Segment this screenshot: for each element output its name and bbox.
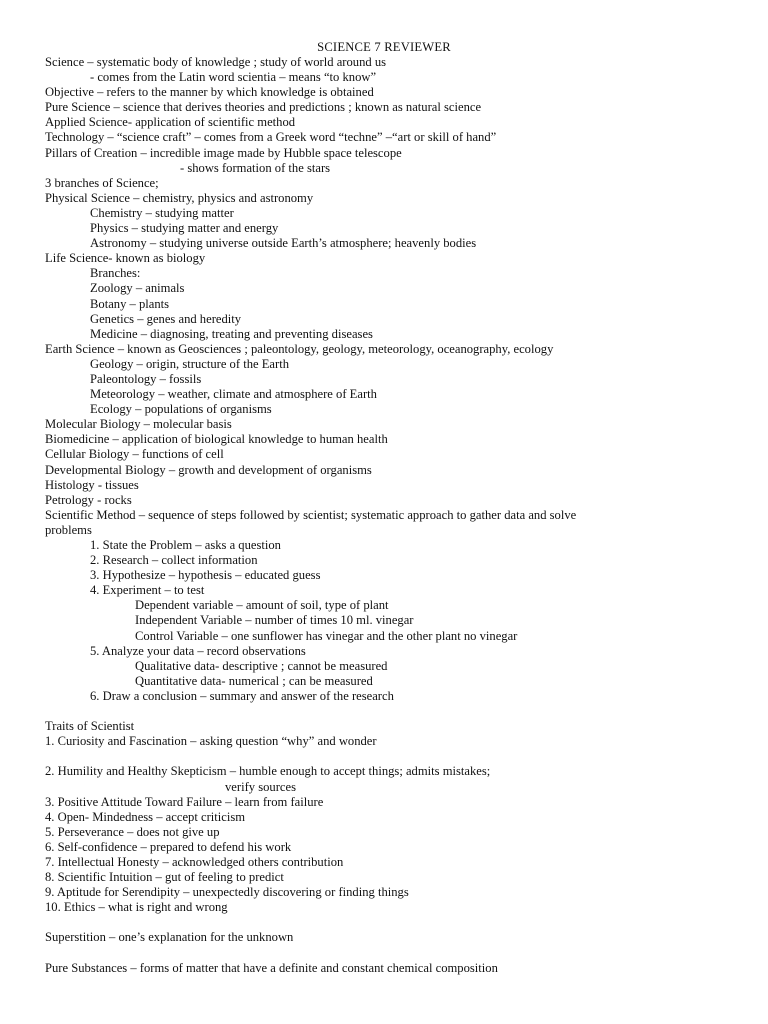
text-line: 2. Research – collect information	[90, 553, 258, 568]
text-line: Developmental Biology – growth and development of organisms	[45, 462, 372, 477]
page-title: SCIENCE 7 REVIEWER	[317, 40, 451, 54]
text-line: 5. Perseverance – does not give up	[45, 824, 220, 839]
text-line: 2. Humility and Healthy Skepticism – humble enough to accept things; admits mistakes;	[45, 764, 491, 779]
text-line: Paleontology – fossils	[90, 371, 202, 386]
text-line: 1. Curiosity and Fascination – asking question “why” and wonder	[45, 734, 377, 749]
text-line: Qualitative data- descriptive ; cannot be measured	[135, 658, 388, 673]
text-line: 5. Analyze your data – record observations	[90, 643, 306, 658]
text-line: 4. Experiment – to test	[90, 583, 205, 598]
text-line: Pillars of Creation – incredible image made by Hubble space telescope	[45, 145, 402, 160]
text-line: 1. State the Problem – asks a question	[90, 538, 281, 552]
text-line: Zoology – animals	[90, 281, 185, 296]
text-line: 8. Scientific Intuition – gut of feeling to predict	[45, 870, 284, 885]
text-line: Ecology – populations of organisms	[90, 402, 272, 417]
text-line: Independent Variable – number of times 10 ml. vinegar	[135, 613, 414, 628]
text-line: 10. Ethics – what is right and wrong	[45, 900, 228, 915]
section-heading: Traits of Scientist	[45, 719, 135, 734]
text-line: 3 branches of Science;	[45, 175, 159, 190]
text-line: 7. Intellectual Honesty – acknowledged others contribution	[45, 854, 344, 869]
text-line: Life Science- known as biology	[45, 251, 206, 266]
text-line: Branches:	[90, 266, 141, 281]
text-line: - comes from the Latin word scientia – means “to know”	[90, 70, 377, 85]
text-line: 3. Hypothesize – hypothesis – educated guess	[90, 568, 321, 583]
text-line: 4. Open- Mindedness – accept criticism	[45, 809, 246, 824]
blank-line	[45, 749, 735, 764]
text-line: Medicine – diagnosing, treating and preventing diseases	[90, 326, 373, 341]
text-line: verify sources	[225, 779, 296, 794]
text-line: Meteorology – weather, climate and atmosphere of Earth	[90, 387, 377, 402]
text-line: Superstition – one’s explanation for the unknown	[45, 930, 294, 945]
text-line: Histology - tissues	[45, 477, 139, 492]
text-line: Pure Science – science that derives theories and predictions ; known as natural science	[45, 100, 482, 115]
text-line: 6. Self-confidence – prepared to defend his work	[45, 839, 292, 854]
text-line: Dependent variable – amount of soil, type of plant	[135, 598, 389, 613]
text-line: Petrology - rocks	[45, 492, 132, 507]
text-line: Scientific Method – sequence of steps followed by scientist; systematic approach to gather data and solve	[45, 507, 577, 522]
text-line: Botany – plants	[90, 296, 170, 311]
text-line: Physical Science – chemistry, physics and astronomy	[45, 190, 314, 205]
blank-line	[45, 704, 735, 719]
text-line: 6. Draw a conclusion – summary and answer of the research	[90, 688, 394, 703]
text-line: 9. Aptitude for Serendipity – unexpectedly discovering or finding things	[45, 885, 409, 900]
text-line: Geology – origin, structure of the Earth	[90, 356, 289, 371]
text-line: Earth Science – known as Geosciences ; paleontology, geology, meteorology, oceanography, ecology	[45, 341, 554, 356]
text-line: Physics – studying matter and energy	[90, 221, 279, 236]
text-line: Applied Science- application of scientific method	[45, 115, 296, 130]
text-line: - shows formation of the stars	[180, 160, 331, 175]
text-line: Objective – refers to the manner by which knowledge is obtained	[45, 85, 374, 100]
text-line: Chemistry – studying matter	[90, 205, 234, 220]
text-line: Genetics – genes and heredity	[90, 311, 242, 326]
text-line: Molecular Biology – molecular basis	[45, 417, 232, 432]
text-line: Control Variable – one sunflower has vinegar and the other plant no vinegar	[135, 628, 518, 643]
text-line: Cellular Biology – functions of cell	[45, 447, 224, 462]
text-line: Technology – “science craft” – comes from a Greek word “techne” –“art or skill of hand”	[45, 130, 497, 145]
text-line: Pure Substances – forms of matter that have a definite and constant chemical composition	[45, 960, 498, 975]
text-line: Biomedicine – application of biological knowledge to human health	[45, 432, 388, 447]
document-body	[45, 55, 735, 976]
blank-line	[45, 915, 735, 930]
blank-line	[45, 946, 735, 961]
text-line: problems	[45, 522, 92, 537]
text-line: 3. Positive Attitude Toward Failure – learn from failure	[45, 794, 324, 809]
text-line: Science – systematic body of knowledge ; study of world around us	[45, 55, 387, 69]
text-line: Astronomy – studying universe outside Earth’s atmosphere; heavenly bodies	[90, 236, 477, 251]
text-line: Quantitative data- numerical ; can be measured	[135, 673, 373, 688]
